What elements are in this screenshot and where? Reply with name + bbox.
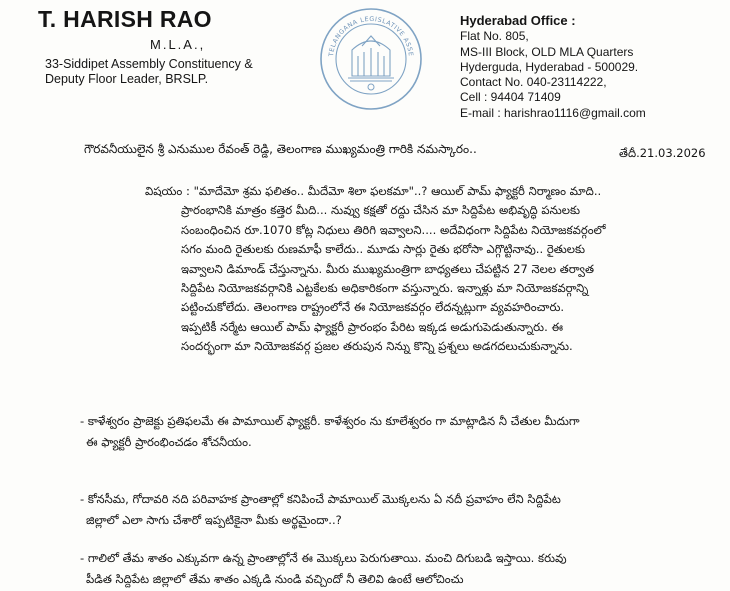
subject-paragraph bbox=[145, 182, 670, 357]
seal-text: TELANGANA LEGISLATIVE ASSE bbox=[328, 15, 414, 57]
svg-text:TELANGANA LEGISLATIVE ASSEMBLY bbox=[318, 6, 414, 58]
cell-number: Cell : 94404 71409 bbox=[460, 90, 561, 105]
point-line: - కోనసీమ, గోదావరి నది పరివాహక ప్రాంతాల్లో కనిపించే పామాయిల్ మొక్కలను ఏ నదీ ప్రవాహం లేని సిద్దిపేట bbox=[80, 492, 561, 506]
office-address bbox=[460, 13, 646, 121]
subject-line: పట్టించుకోలేదు. తెలంగాణ రాష్ట్రంలోనే ఈ నియోజకవర్గం లేదన్నట్లుగా వ్యవహరించారు. bbox=[181, 300, 565, 315]
contact-number: Contact No. 040-23114222, bbox=[460, 75, 607, 90]
subject-line: ప్రారంభానికి మాత్రం కత్తెర మీది... నువ్వు కక్షతో రద్దు చేసిన మా సిద్దిపేట అభివృద్ధి పనులకు bbox=[181, 203, 581, 218]
point-line: జిల్లాలో ఎలా సాగు చేశారో ఇప్పటికైనా మీకు అర్థమైందా..? bbox=[86, 513, 342, 527]
address-flat: Flat No. 805, bbox=[460, 29, 529, 44]
email-address: E-mail : harishrao1116@gmail.com bbox=[460, 105, 646, 120]
point-line: - కాళేశ్వరం ప్రాజెక్టు ప్రతిఫలమే ఈ పామాయిల్ ఫ్యాక్టరీ. కాళేశ్వరం ను కూలేశ్వరం గా మాట్లాడిన నీ చేతుల మీదుగా bbox=[80, 414, 580, 428]
mla-name: T. HARISH RAO bbox=[38, 6, 212, 32]
subject-line: సంబంధించిన రూ.1070 కోట్ల నిధులు తిరిగి ఇవ్వాలని.... అదేవిధంగా సిద్దిపేట నియోజకవర్గంలో bbox=[181, 222, 606, 237]
subject-line: సందర్భంగా మా నియోజకవర్గ ప్రజల తరుపున నిన్ను కొన్ని ప్రశ్నలు అడగదలుచుకున్నాను. bbox=[181, 339, 573, 354]
question-point bbox=[80, 489, 561, 531]
subject-line: సగం మంది రైతులకు రుణమాఫీ కాలేదు.. మూడు సార్లు రైతు భరోసా ఎగ్గొట్టినావు.. రైతులకు bbox=[181, 242, 586, 257]
question-point bbox=[80, 548, 567, 590]
address-city: Hyderguda, Hyderabad - 500029. bbox=[460, 59, 639, 74]
subject-line: విషయం : "మాదేమో శ్రమ ఫలితం.. మీదేమో శిలా ఫలకమా"..? ఆయిల్ పామ్ ఫ్యాక్టరీ నిర్మాణం మాది.. bbox=[145, 184, 602, 198]
subject-line: సిద్దిపేట నియోజకవర్గానికి ఎట్టకేలకు అధికారికంగా వస్తున్నారు. ఇన్నాళ్లు మా నియోజకవర్గాన్ని bbox=[181, 280, 589, 295]
salutation: గౌరవనీయులైన శ్రీ ఎనుముల రేవంత్ రెడ్డి, తెలంగాణ ముఖ్యమంత్రి గారికి నమస్కారం.. bbox=[84, 142, 477, 156]
designation: M.L.A., bbox=[150, 37, 206, 52]
subject-line: ఇప్పటికీ నర్మేట ఆయిల్ పామ్ ఫ్యాక్టరీ ప్రారంభం పేరిట ఇక్కడ అడుగుపెడుతున్నారు. ఈ bbox=[181, 319, 563, 334]
point-line: పీడిత సిద్దిపేట జిల్లాలో తేమ శాతం ఎక్కడి నుండి వచ్చిందో నీ తెలివి ఉంటే ఆలోచించు bbox=[86, 572, 464, 586]
letter-date: తేదీ.21.03.2026 bbox=[619, 146, 706, 160]
subject-line: ఇవ్వాలని డిమాండ్ చేస్తున్నాను. మీరు ముఖ్యమంత్రిగా బాధ్యతలు చేపట్టిన 27 నెలల తర్వాత bbox=[181, 261, 594, 276]
constituency-line: 33-Siddipet Assembly Constituency & bbox=[45, 57, 253, 71]
point-line: ఈ ఫ్యాక్టరీ ప్రారంభించడం శోచనీయం. bbox=[86, 435, 252, 449]
constituency-block bbox=[45, 57, 253, 87]
question-point bbox=[80, 411, 580, 453]
assembly-seal bbox=[318, 6, 424, 112]
address-block: MS-III Block, OLD MLA Quarters bbox=[460, 44, 634, 59]
point-line: - గాలిలో తేమ శాతం ఎక్కువగా ఉన్న ప్రాంతాల్లోనే ఈ మొక్కలు పెరుగుతాయి. మంచి దిగుబడి ఇస్తాయి. కరువు bbox=[80, 551, 567, 565]
deputy-leader-line: Deputy Floor Leader, BRSLP. bbox=[45, 72, 209, 86]
office-heading: Hyderabad Office : bbox=[460, 13, 576, 28]
